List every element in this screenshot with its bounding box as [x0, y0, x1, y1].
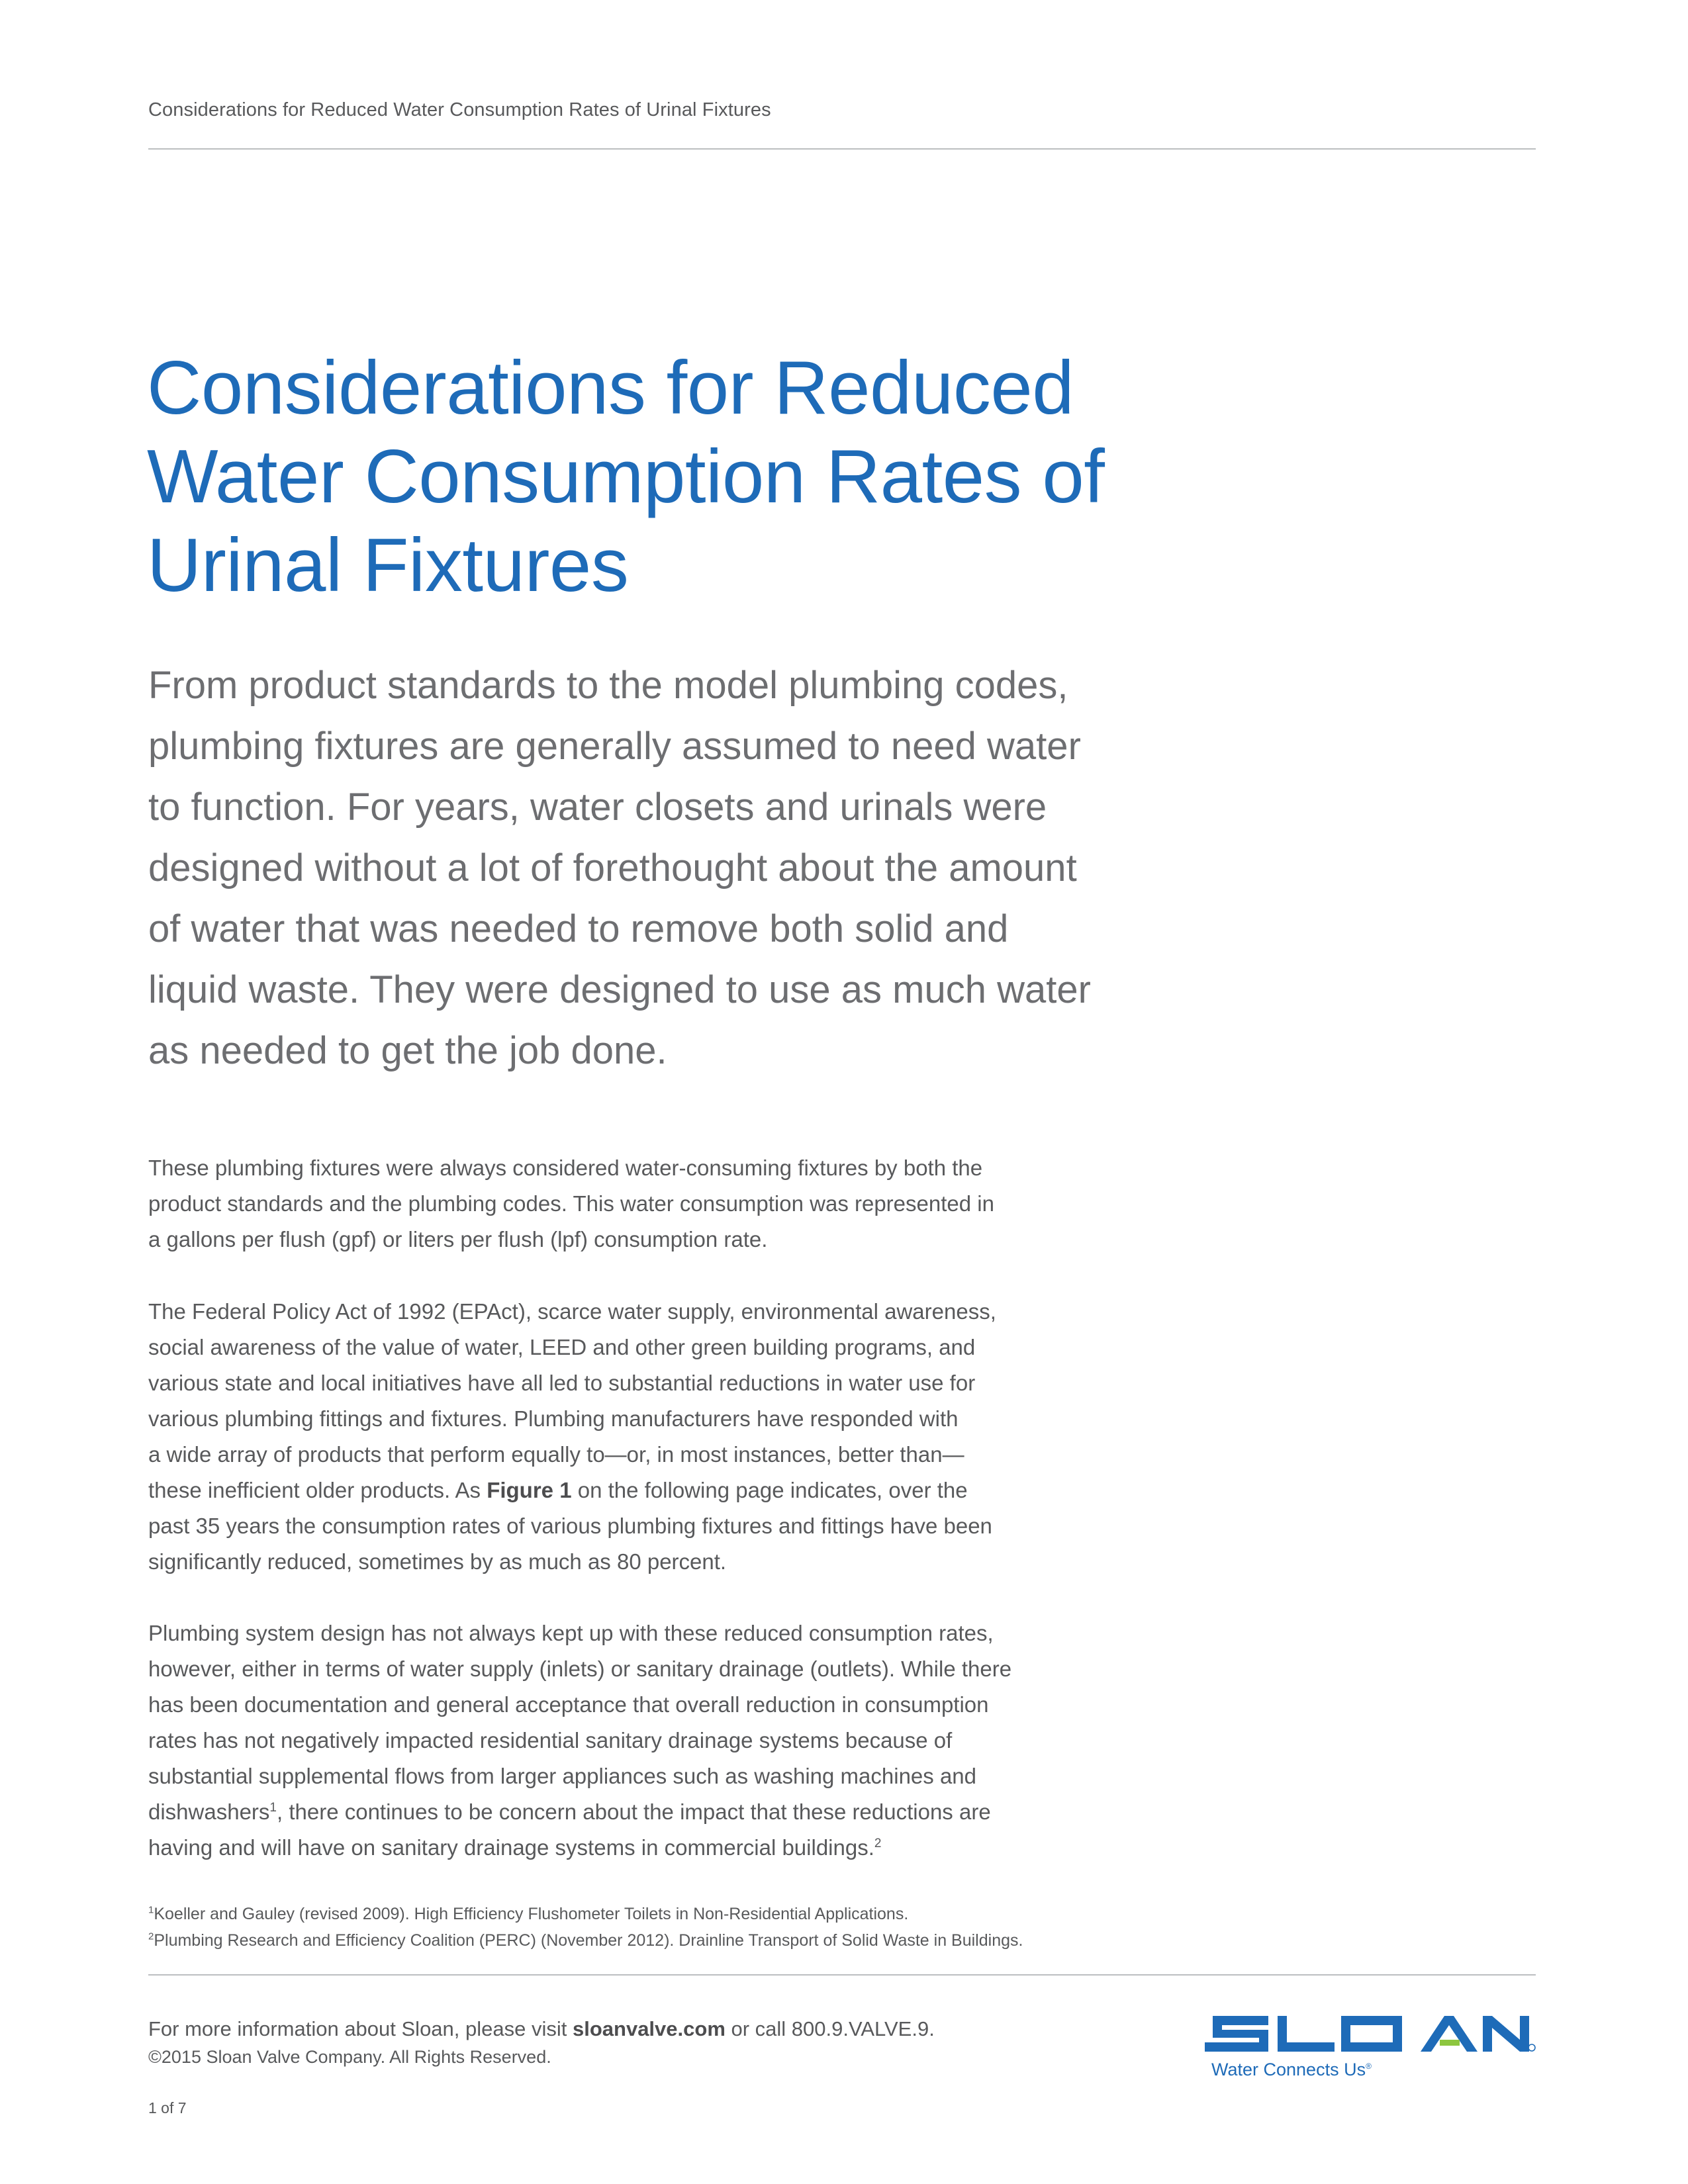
- body-text-segment: , there continues to be concern about the impact that these reductions are: [277, 1799, 991, 1824]
- body-line: various plumbing fittings and fixtures. Plumbing manufacturers have responded with: [148, 1406, 959, 1431]
- body-paragraph-3: [148, 1615, 1181, 1866]
- figure-reference: Figure 1: [487, 1478, 572, 1502]
- document-title: [147, 344, 1405, 610]
- contact-line: [148, 2016, 935, 2042]
- footnote-ref-2: 2: [874, 1837, 882, 1850]
- body-line: These plumbing fixtures were always considered water-consuming fixtures by both the: [148, 1156, 983, 1180]
- body-line: social awareness of the value of water, LEED and other green building programs, and: [148, 1335, 976, 1359]
- body-text-segment: on the following page indicates, over the: [571, 1478, 968, 1502]
- wordmark-letters: [1205, 2016, 1529, 2052]
- page-number: 1 of 7: [148, 2099, 187, 2116]
- body-line: rates has not negatively impacted residential sanitary drainage systems because of: [148, 1728, 953, 1752]
- body-line: significantly reduced, sometimes by as much as 80 percent.: [148, 1549, 727, 1574]
- letter-s: [1205, 2016, 1268, 2052]
- intro-line: designed without a lot of forethought about the amount: [148, 846, 1077, 889]
- footer-divider: [148, 1974, 1536, 1976]
- body-line: [148, 1794, 1181, 1830]
- body-line: Plumbing system design has not always kept up with these reduced consumption rates,: [148, 1621, 994, 1645]
- running-header: Considerations for Reduced Water Consumption Rates of Urinal Fixtures: [148, 99, 771, 120]
- footnote-text: Plumbing Research and Efficiency Coalition (PERC) (November 2012). Drainline Transport of Solid Waste in Buildings.: [154, 1931, 1023, 1950]
- contact-text: For more information about Sloan, please visit: [148, 2017, 573, 2040]
- body-line: [148, 1473, 1181, 1508]
- intro-line: to function. For years, water closets and urinals were: [148, 786, 1047, 829]
- intro-line: liquid waste. They were designed to use as much water: [148, 968, 1091, 1011]
- letter-n: [1483, 2016, 1529, 2052]
- tagline-mark: ®: [1366, 2062, 1372, 2071]
- accent-bar: [1440, 2040, 1460, 2046]
- body-line: substantial supplemental flows from larger appliances such as washing machines and: [148, 1764, 977, 1788]
- letter-l: [1278, 2016, 1335, 2052]
- footnote-1: [148, 1901, 1406, 1927]
- contact-text: or call 800.9.VALVE.9.: [725, 2017, 935, 2040]
- body-line: however, either in terms of water supply (inlets) or sanitary drainage (outlets). While there: [148, 1657, 1012, 1681]
- website-link[interactable]: sloanvalve.com: [572, 2017, 726, 2040]
- intro-line: plumbing fixtures are generally assumed to need water: [148, 725, 1081, 768]
- intro-line: as needed to get the job done.: [148, 1029, 667, 1072]
- registered-mark-icon: [1528, 2044, 1535, 2051]
- header-divider: [148, 148, 1536, 150]
- intro-line: From product standards to the model plumbing codes,: [148, 664, 1068, 707]
- body-line: has been documentation and general acceptance that overall reduction in consumption: [148, 1692, 989, 1717]
- body-text-segment: dishwashers: [148, 1799, 270, 1824]
- body-line: a wide array of products that perform equally to—or, in most instances, better than—: [148, 1442, 964, 1467]
- title-line: Considerations for Reduced: [147, 346, 1074, 430]
- sloan-wordmark-icon: [1205, 2000, 1536, 2066]
- footnote-text: Koeller and Gauley (revised 2009). High Efficiency Flushometer Toilets in Non-Residential Applications.: [154, 1905, 909, 1923]
- footnote-2: [148, 1927, 1406, 1954]
- title-line: Urinal Fixtures: [147, 523, 629, 608]
- logo-tagline: [1211, 2060, 1372, 2080]
- body-text-segment: having and will have on sanitary drainage systems in commercial buildings.: [148, 1835, 874, 1860]
- footnote-mark: 1: [148, 1904, 154, 1916]
- footnote-ref-1: 1: [269, 1801, 277, 1815]
- body-paragraph-1: [148, 1150, 1181, 1257]
- letter-o: [1341, 2016, 1402, 2052]
- body-line: a gallons per flush (gpf) or liters per flush (lpf) consumption rate.: [148, 1227, 768, 1251]
- body-line: past 35 years the consumption rates of various plumbing fixtures and fittings have been: [148, 1514, 992, 1538]
- body-text-segment: these inefficient older products. As: [148, 1478, 487, 1502]
- footnotes: [148, 1901, 1406, 1954]
- intro-line: of water that was needed to remove both solid and: [148, 907, 1009, 950]
- intro-paragraph: [148, 655, 1274, 1081]
- body-line: The Federal Policy Act of 1992 (EPAct), scarce water supply, environmental awareness,: [148, 1299, 996, 1324]
- body-line: product standards and the plumbing codes. This water consumption was represented in: [148, 1191, 994, 1216]
- letter-a: [1421, 2016, 1477, 2052]
- title-line: Water Consumption Rates of: [147, 435, 1105, 519]
- body-paragraph-2: [148, 1294, 1181, 1580]
- body-line: [148, 1830, 1181, 1866]
- body-line: various state and local initiatives have all led to substantial reductions in water use for: [148, 1371, 976, 1395]
- footnote-mark: 2: [148, 1931, 154, 1942]
- tagline-text: Water Connects Us: [1211, 2060, 1366, 2079]
- copyright-notice: ©2015 Sloan Valve Company. All Rights Reserved.: [148, 2047, 551, 2067]
